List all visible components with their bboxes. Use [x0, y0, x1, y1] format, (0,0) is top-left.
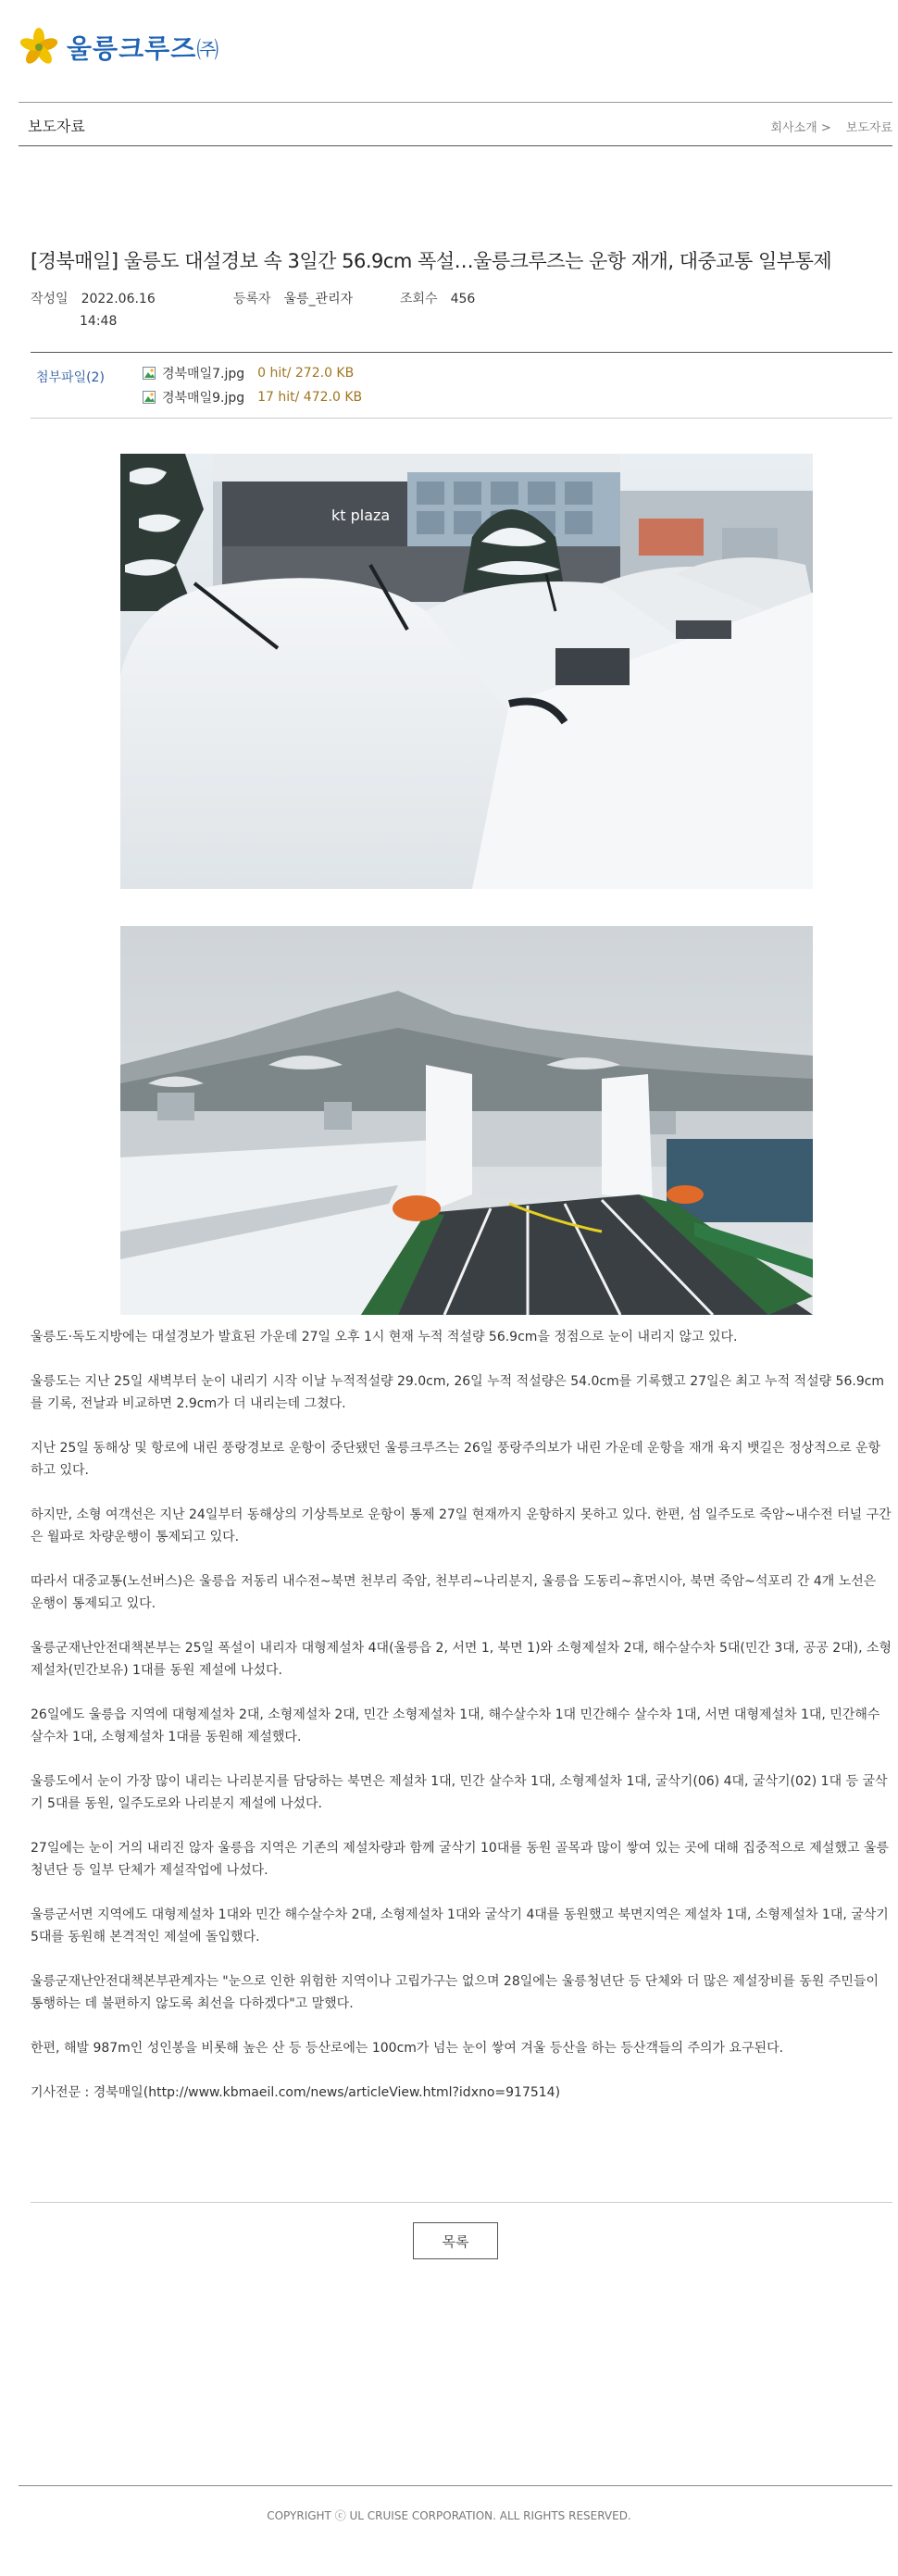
site-header [0, 0, 898, 102]
article-photo-snow-cars [120, 454, 813, 889]
content-divider [31, 2202, 892, 2203]
attachment-name[interactable]: 경북매일9.jpg [162, 391, 245, 406]
article-paragraph: 한편, 해발 987m인 성인봉을 비롯해 높은 산 등 등산로에는 100cm가 넘는 눈이 쌓여 겨울 등산을 하는 등산객들의 주의가 요구된다. [31, 2041, 784, 2056]
flower-logo-icon [19, 27, 59, 68]
section-bar [19, 102, 892, 146]
attachment-name[interactable]: 경북매일7.jpg [162, 367, 245, 381]
article-source-link[interactable]: 기사전문 : 경북매일(http://www.kbmaeil.com/news/articleView.html?idxno=917514) [31, 2085, 561, 2100]
list-button[interactable]: 목록 [413, 2222, 498, 2259]
logo-text: 울릉크루즈㈜ [67, 33, 220, 64]
article-paragraph: 지난 25일 동해상 및 항로에 내린 풍랑경보로 운항이 중단됐던 울릉크루즈는 26일 풍랑주의보가 내린 가운데 운항을 재개 육지 뱃길은 정상적으로 운항하고 있다. [31, 1441, 881, 1478]
building-sign-text: kt plaza [331, 506, 391, 524]
attachments [31, 352, 892, 419]
views-label: 조회수 [400, 292, 438, 306]
article-paragraph: 27일에는 눈이 거의 내리진 않자 울릉읍 지역은 기존의 제설차량과 함께 굴삭기 10대를 동원 골목과 많이 쌓여 있는 곳에 대해 집중적으로 제설했고 울릉청년단 등 일부 단체가 제설작업에 나섰다. [31, 1841, 889, 1878]
meta-views [400, 289, 475, 307]
article-paragraph: 울릉도는 지난 25일 새벽부터 눈이 내리기 시작 이날 누적적설량 29.0cm, 26일 누적 적설량은 54.0cm를 기록했고 27일은 최고 누적 적설량 56.9cm를 기록, 전날과 비교하면 2.9cm가 더 내리는데 그쳤다. [31, 1374, 885, 1411]
meta-author [233, 289, 353, 307]
article-paragraph: 울릉도·독도지방에는 대설경보가 발효된 가운데 27일 오후 1시 현재 누적 적설량 56.9cm을 정점으로 눈이 내리지 않고 있다. [31, 1330, 738, 1344]
breadcrumb-company[interactable]: 회사소개 > [770, 121, 831, 135]
meta-date [31, 289, 156, 307]
attachments-label: 첨부파일(2) [36, 370, 105, 385]
attachment-file-1[interactable] [142, 364, 354, 382]
article-paragraph: 하지만, 소형 여객선은 지난 24일부터 동해상의 기상특보로 운항이 통제 27일 현재까지 운항하지 못하고 있다. 한편, 섬 일주도로 죽암~내수전 터널 구간은 월파로 차량운행이 통제되고 있다. [31, 1507, 892, 1544]
article-photo-ferry-port [120, 926, 813, 1315]
date-value: 2022.06.16 [81, 292, 156, 306]
section-title: 보도자료 [28, 118, 85, 135]
meta-time: 14:48 [80, 314, 118, 329]
footer-copyright: COPYRIGHT ⓒ UL CRUISE CORPORATION. ALL RIGHTS RESERVED. [267, 2509, 631, 2522]
image-file-icon [142, 366, 156, 381]
article-paragraph: 따라서 대중교통(노선버스)은 울릉읍 저동리 내수전~북면 천부리 죽암, 천부리~나리분지, 울릉읍 도동리~휴먼시아, 북면 죽암~석포리 간 4개 노선은 운행이 통제되고 있다. [31, 1574, 877, 1611]
article-paragraph: 울릉군재난안전대책본부관계자는 "눈으로 인한 위험한 지역이나 고립가구는 없으며 28일에는 울릉청년단 등 단체와 더 많은 제설장비를 동원 주민들이 통행하는 데 불편하지 않도록 최선을 다하겠다"고 말했다. [31, 1974, 879, 2011]
date-label: 작성일 [31, 292, 69, 306]
footer-divider [19, 2485, 892, 2486]
breadcrumb [771, 118, 893, 135]
article-paragraph: 울릉군재난안전대책본부는 25일 폭설이 내리자 대형제설차 4대(울릉읍 2, 서면 1, 북면 1)와 소형제설차 2대, 해수살수차 5대(민간 3대, 공공 2대), 소형제설차(민간보유) 1대를 동원 제설에 나섰다. [31, 1641, 892, 1678]
article-body [31, 1326, 892, 2104]
author-value: 울릉_관리자 [283, 292, 354, 306]
attachment-info: 0 hit/ 272.0 KB [257, 366, 355, 381]
article-paragraph: 울릉도에서 눈이 가장 많이 내리는 나리분지를 담당하는 북면은 제설차 1대, 민간 살수차 1대, 소형제설차 1대, 굴삭기(06) 4대, 굴삭기(02) 1대 등 굴삭기 5대를 동원, 일주도로와 나리분지 제설에 나섰다. [31, 1774, 888, 1811]
article-title: [경북매일] 울릉도 대설경보 속 3일간 56.9cm 폭설…울릉크루즈는 운항 재개, 대중교통 일부통제 [31, 250, 832, 272]
views-value: 456 [450, 292, 476, 306]
site-logo[interactable] [19, 26, 219, 69]
breadcrumb-press[interactable]: 보도자료 [845, 121, 892, 135]
image-file-icon [142, 390, 156, 405]
article-paragraph: 26일에도 울릉읍 지역에 대형제설차 2대, 소형제설차 2대, 민간 소형제설차 1대, 해수살수차 1대 민간해수 살수차 1대, 서면 대형제설차 1대, 민간해수 살수차 1대, 소형제설차 1대를 동원해 제설했다. [31, 1707, 880, 1744]
article-paragraph: 울릉군서면 지역에도 대형제설차 1대와 민간 해수살수차 2대, 소형제설차 1대와 굴삭기 4대를 동원했고 북면지역은 제설차 1대, 소형제설차 1대, 굴삭기 5대를 동원해 본격적인 제설에 돌입했다. [31, 1907, 889, 1945]
attachment-file-2[interactable] [142, 388, 362, 406]
attachment-info: 17 hit/ 472.0 KB [257, 390, 363, 405]
author-label: 등록자 [233, 292, 271, 306]
